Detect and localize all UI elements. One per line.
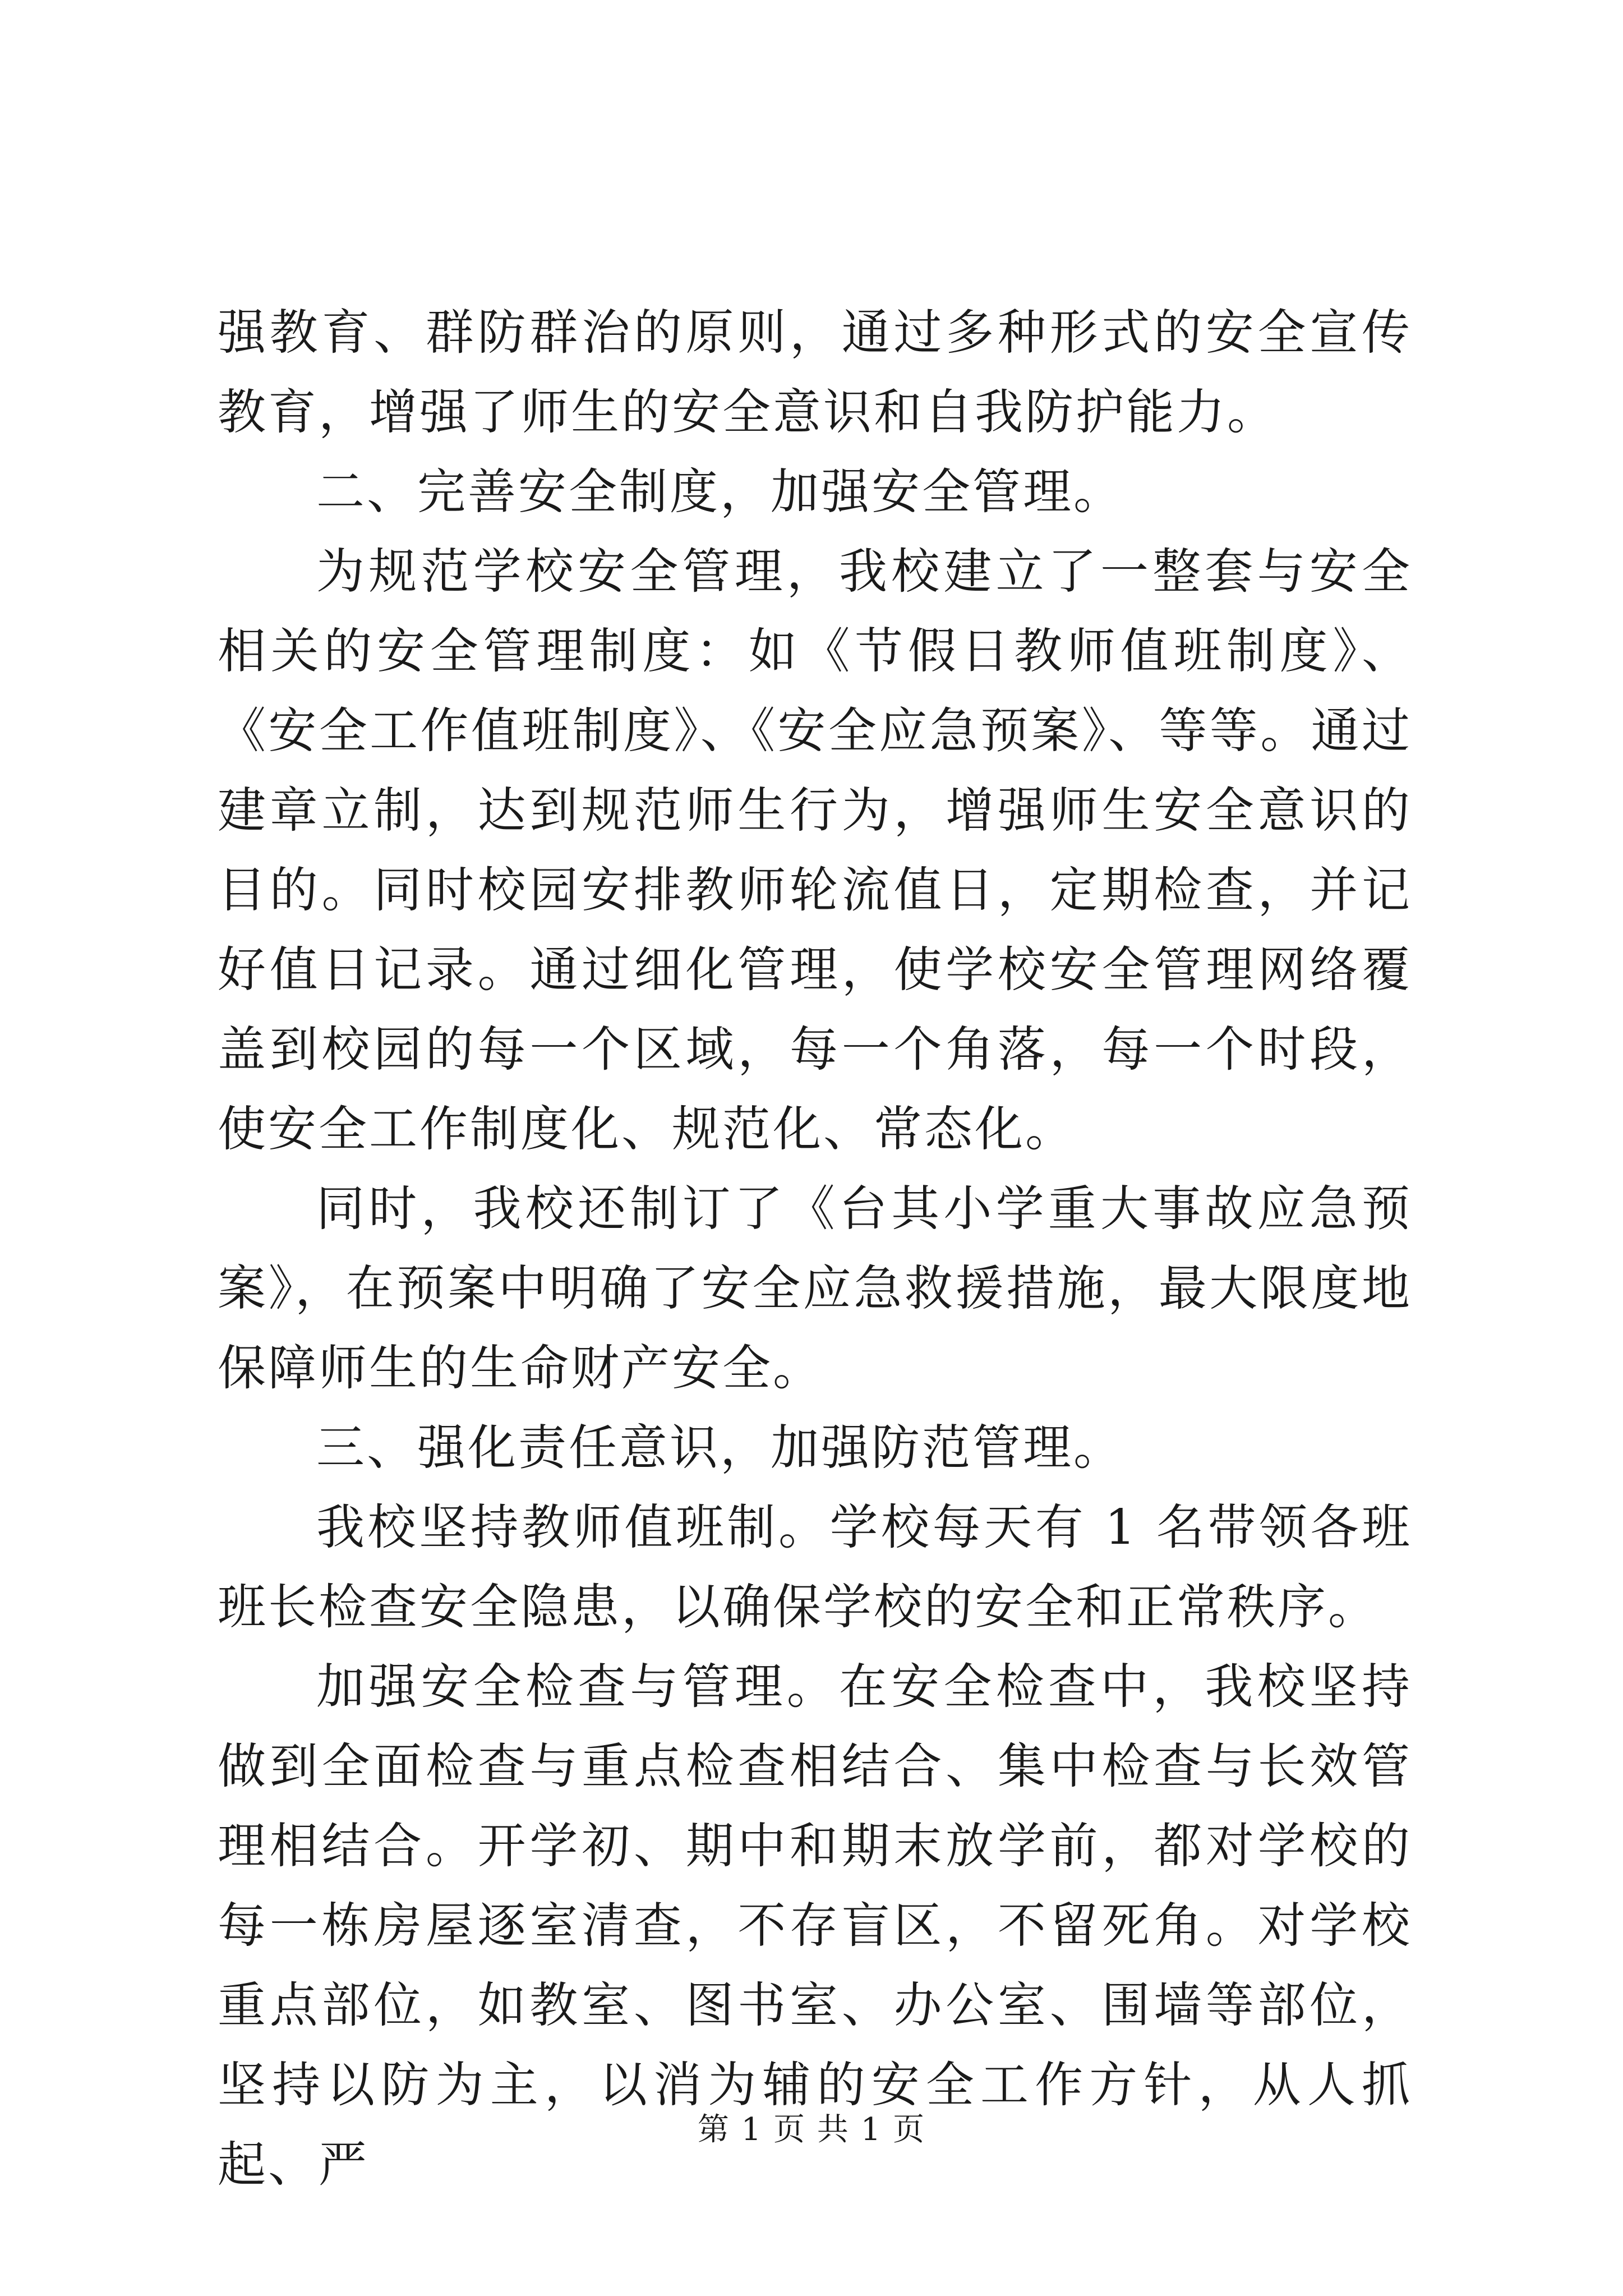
paragraph-duty-system: 我校坚持教师值班制。学校每天有 1 名带领各班班长检查安全隐患，以确保学校的安全和正常秩序。 (218, 1499, 1412, 1635)
paragraph-emergency-plan: 同时，我校还制订了《台其小学重大事故应急预案》，在预案中明确了安全应急救援措施，最大限度地保障师生的生命财产安全。 (218, 1181, 1412, 1396)
paragraph-safety-rules: 为规范学校安全管理，我校建立了一整套与安全相关的安全管理制度：如《节假日教师值班制度》、《安全工作值班制度》、《安全应急预案》、等等。通过建章立制，达到规范师生行为，增强师生安全意识的目的。同时校园安排教师轮流值日，定期检查，并记好值日记录。通过细化管理，使学校安全管理网络覆盖到校园的每一个区域，每一个角落，每一个时段，使安全工作制度化、规范化、常态化。 (218, 544, 1412, 1157)
page-footer: 第 1 页 共 1 页 (697, 2111, 926, 2148)
document-body (218, 293, 1412, 2205)
paragraph-inspection: 加强安全检查与管理。在安全检查中，我校坚持做到全面检查与重点检查相结合、集中检查与长效管理相结合。开学初、期中和期末放学前，都对学校的每一栋房屋逐室清查，不存盲区，不留死角。对学校重点部位，如教室、图书室、办公室、围墙等部位，坚持以防为主，以消为辅的安全工作方针，从人抓起、严 (218, 1659, 1412, 2193)
section-heading-2: 二、完善安全制度，加强安全管理。 (316, 464, 1124, 520)
section-heading-3: 三、强化责任意识，加强防范管理。 (316, 1420, 1124, 1476)
paragraph-continued: 强教育、群防群治的原则，通过多种形式的安全宣传教育，增强了师生的安全意识和自我防护能力。 (218, 305, 1412, 440)
